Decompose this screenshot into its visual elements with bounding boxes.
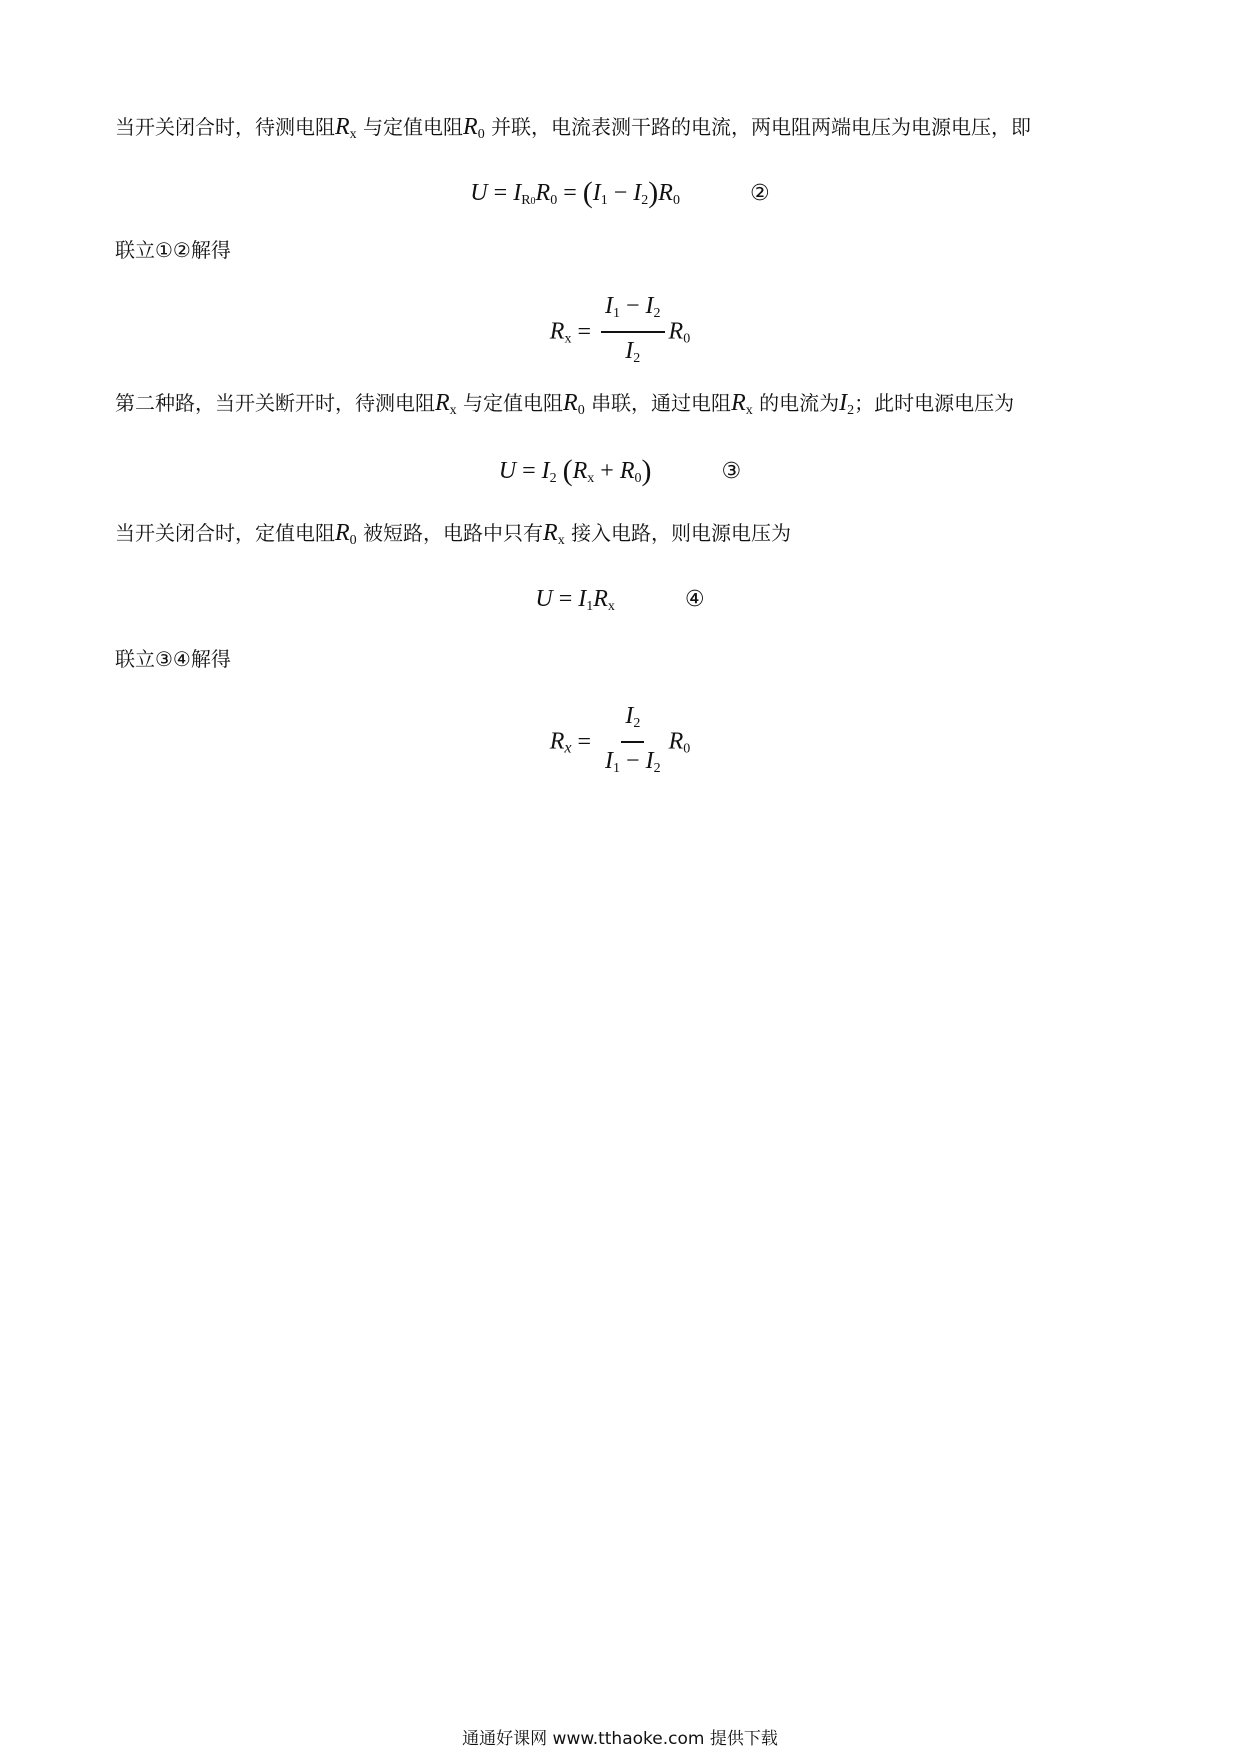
subscript-0: 0: [683, 741, 691, 757]
symbol-i: I: [625, 338, 634, 364]
fraction-numerator: [621, 700, 644, 743]
text-segment: 与定值电阻: [363, 115, 464, 139]
page-footer: 通通好课网 www.tthaoke.com 提供下载: [462, 1729, 778, 1749]
symbol-i: I: [605, 748, 614, 774]
symbol-i: I: [541, 458, 550, 484]
symbol-i: I: [645, 748, 654, 774]
text-segment: 与定值电阻: [463, 391, 564, 415]
paragraph-solve-12: 联立①②解得: [115, 238, 231, 262]
equals-sign: =: [558, 586, 573, 612]
symbol-r: R: [335, 520, 350, 546]
minus-sign: −: [613, 180, 628, 206]
subscript-2: 2: [847, 403, 855, 418]
symbol-i: I: [605, 293, 613, 319]
subscript-2: 2: [653, 306, 661, 321]
symbol-r: R: [335, 114, 350, 140]
subscript-x: x: [587, 471, 595, 486]
paragraph-solve-34: 联立③④解得: [115, 647, 231, 671]
symbol-r: R: [549, 318, 565, 345]
text-segment: ；此时电源电压为: [854, 391, 1015, 415]
text-segment: 第二种路，当开关断开时，待测电阻: [115, 391, 435, 415]
subscript-1: 1: [613, 306, 620, 321]
text-segment: 并联，电流表测干路的电流，两电阻两端电压为电源电压，即: [491, 115, 1032, 139]
subscript-2: 2: [549, 471, 557, 486]
minus-sign: −: [626, 748, 640, 774]
symbol-i: I: [839, 390, 848, 416]
subscript-r0: [521, 193, 535, 208]
fraction-denominator: [601, 743, 665, 784]
subscript-1: 1: [586, 599, 594, 614]
text-segment: 被短路，电路中只有: [363, 521, 544, 545]
paragraph-parallel-intro: [115, 112, 1031, 150]
symbol-r: R: [731, 390, 746, 416]
subscript-x: x: [349, 127, 357, 142]
equation-number: ③: [721, 459, 742, 484]
subscript-0: 0: [683, 331, 691, 347]
fraction-denominator: [621, 333, 644, 374]
symbol-r: R: [619, 458, 635, 484]
subscript-0: 0: [550, 193, 558, 208]
left-paren: (: [562, 454, 573, 487]
subscript-r: R: [521, 193, 531, 208]
subscript-0: 0: [477, 127, 485, 142]
symbol-r: R: [435, 390, 450, 416]
subscript-x: x: [745, 403, 753, 418]
equals-sign: =: [577, 728, 592, 755]
symbol-r: R: [593, 586, 608, 612]
minus-sign: −: [626, 293, 640, 319]
text-segment: 当开关闭合时，定值电阻: [115, 521, 335, 545]
subscript-x: x: [564, 331, 572, 347]
symbol-r: R: [563, 390, 578, 416]
subscript-0: 0: [577, 403, 585, 418]
equals-sign: =: [493, 180, 508, 206]
subscript-1: 1: [600, 193, 608, 208]
subscript-x: x: [564, 739, 572, 757]
paragraph-series-intro: [115, 388, 1014, 426]
subscript-0: 0: [634, 471, 642, 486]
right-paren: ): [641, 454, 652, 487]
symbol-i: I: [645, 293, 654, 319]
formula-eq3: [0, 454, 1240, 488]
plus-sign: +: [600, 458, 614, 484]
subscript-0: 0: [349, 533, 357, 548]
subscript-x: x: [607, 599, 615, 614]
text-segment: 的电流为: [759, 391, 840, 415]
symbol-i: I: [513, 180, 522, 206]
right-paren: ): [648, 176, 659, 209]
subscript-0: 0: [530, 196, 536, 207]
symbol-r: R: [463, 114, 478, 140]
symbol-i: I: [578, 586, 587, 612]
symbol-i: I: [633, 180, 642, 206]
subscript-2: 2: [633, 716, 641, 731]
formula-eq2: [0, 176, 1240, 210]
symbol-i: I: [625, 703, 634, 729]
text-segment: 接入电路，则电源电压为: [571, 521, 792, 545]
subscript-1: 1: [613, 761, 621, 776]
equals-sign: =: [522, 458, 536, 484]
fraction: [601, 290, 665, 374]
symbol-r: R: [535, 180, 551, 206]
equals-sign: =: [577, 318, 591, 345]
symbol-r: R: [549, 728, 565, 755]
symbol-r: R: [658, 180, 673, 206]
equation-number: ④: [684, 587, 705, 612]
formula-rx-result-1: [0, 290, 1240, 374]
fraction: [601, 700, 665, 784]
paragraph-short-circuit: [115, 518, 791, 556]
symbol-u: U: [535, 586, 553, 612]
symbol-r: R: [543, 520, 558, 546]
symbol-i: I: [592, 180, 601, 206]
equation-number: ②: [749, 181, 770, 206]
formula-rx-result-2: [0, 700, 1240, 784]
equals-sign: =: [563, 180, 577, 206]
subscript-0: 0: [672, 193, 680, 208]
symbol-r: R: [668, 318, 684, 345]
left-paren: (: [582, 176, 593, 209]
text-segment: 当开关闭合时，待测电阻: [115, 115, 335, 139]
fraction-numerator: [601, 290, 665, 333]
subscript-2: 2: [653, 761, 661, 776]
subscript-2: 2: [633, 351, 641, 366]
symbol-u: U: [470, 180, 488, 206]
symbol-r: R: [668, 728, 684, 755]
text-segment: 串联，通过电阻: [591, 391, 732, 415]
subscript-x: x: [557, 533, 565, 548]
formula-eq4: [0, 584, 1240, 615]
symbol-u: U: [498, 458, 517, 484]
subscript-x: x: [449, 403, 457, 418]
subscript-2: 2: [641, 193, 649, 208]
symbol-r: R: [572, 458, 588, 484]
